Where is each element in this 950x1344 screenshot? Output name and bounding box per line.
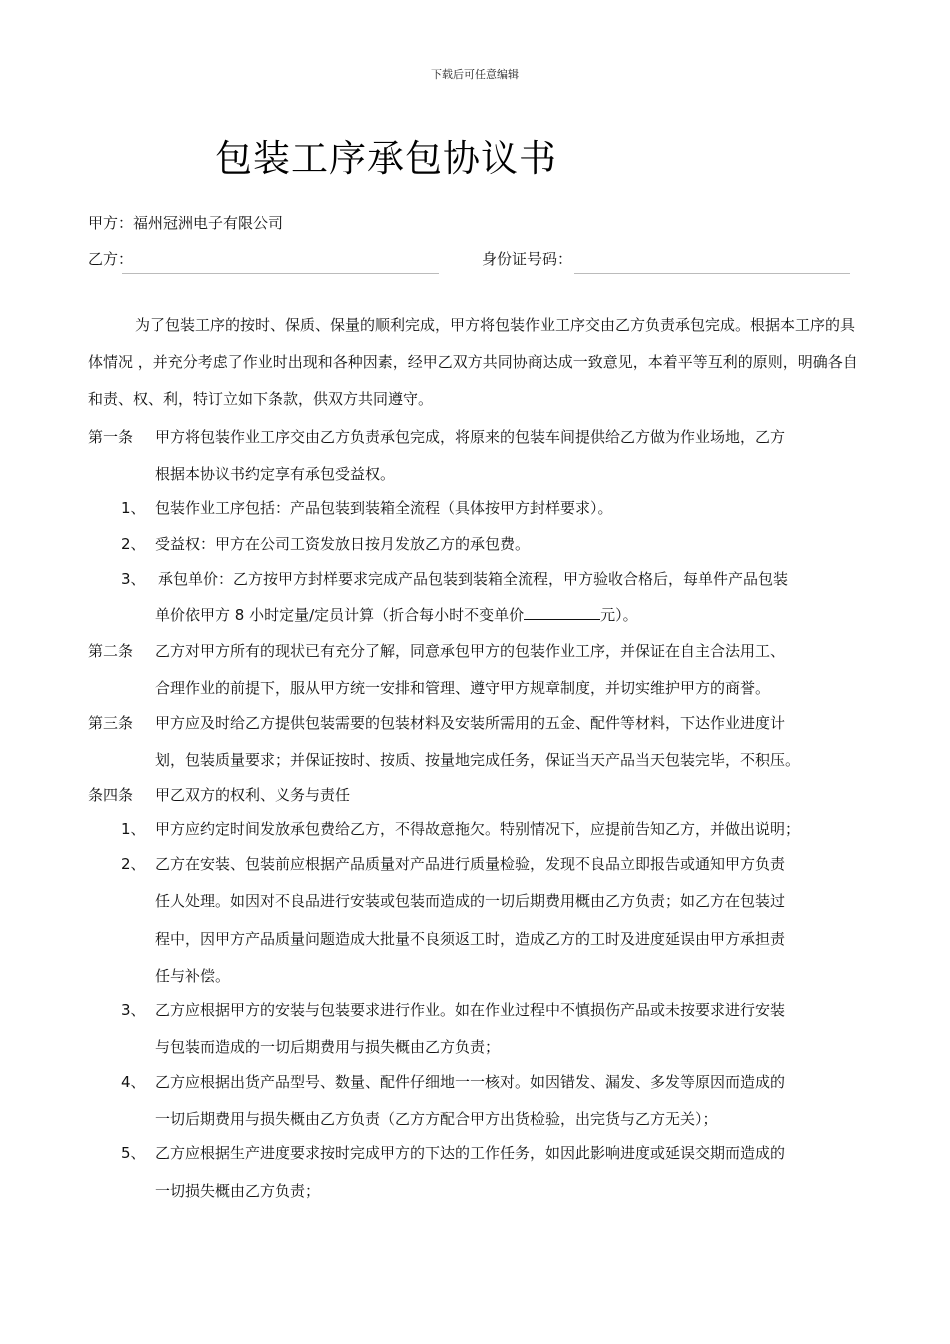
item-text: 与包装而造成的一切后期费用与损失概由乙方负责； bbox=[155, 1038, 501, 1056]
article-1-text: 根据本协议书约定享有承包受益权。 bbox=[155, 465, 396, 483]
unit-price-suffix: 元）。 bbox=[600, 606, 638, 624]
item-text: 程中，因甲方产品质量问题造成大批量不良须返工时，造成乙方的工时及进度延误由甲方承担责 bbox=[155, 930, 786, 948]
item-text: 乙方应根据甲方的安装与包装要求进行作业。如在作业过程中不慎损伤产品或未按要求进行安装 bbox=[155, 1001, 786, 1019]
item-number: 1、 bbox=[121, 820, 146, 838]
unit-price-text: 单价依甲方 8 小时定量/定员计算（折合每小时不变单价 bbox=[155, 606, 525, 624]
article-3-label: 第三条 bbox=[88, 714, 134, 732]
item-text: 乙方在安装、包装前应根据产品质量对产品进行质量检验，发现不良品立即报告或通知甲方负责 bbox=[155, 855, 786, 873]
item-text: 甲方应约定时间发放承包费给乙方，不得故意拖欠。特别情况下，应提前告知乙方，并做出说明； bbox=[155, 820, 801, 838]
document-title: 包装工序承包协议书 bbox=[215, 137, 557, 180]
id-number-label: 身份证号码： bbox=[482, 250, 573, 268]
article-2-text: 合理作业的前提下，服从甲方统一安排和管理、遵守甲方规章制度，并切实维护甲方的商誉。 bbox=[155, 679, 771, 697]
item-text: 包装作业工序包括：产品包装到装箱全流程（具体按甲方封样要求）。 bbox=[155, 499, 613, 517]
item-text: 受益权：甲方在公司工资发放日按月发放乙方的承包费。 bbox=[155, 535, 531, 553]
item-text: 乙方应根据出货产品型号、数量、配件仔细地一一核对。如因错发、漏发、多发等原因而造成的 bbox=[155, 1073, 786, 1091]
id-number-blank-line bbox=[574, 273, 850, 274]
item-number: 5、 bbox=[121, 1144, 146, 1162]
item-text: 一切后期费用与损失概由乙方负责（乙方方配合甲方出货检验，出完货与乙方无关）； bbox=[155, 1110, 718, 1128]
article-2-text: 乙方对甲方所有的现状已有充分了解，同意承包甲方的包装作业工序，并保证在自主合法用工、 bbox=[155, 642, 786, 660]
item-text: 任与补偿。 bbox=[155, 967, 231, 985]
header-note: 下载后可任意编辑 bbox=[431, 68, 519, 81]
article-1-label: 第一条 bbox=[88, 428, 134, 446]
item-number: 2、 bbox=[121, 535, 146, 553]
article-3-text: 甲方应及时给乙方提供包装需要的包装材料及安装所需用的五金、配件等材料，下达作业进度计 bbox=[155, 714, 786, 732]
article-4-text: 甲乙双方的权利、义务与责任 bbox=[155, 786, 351, 804]
party-a: 甲方：福州冠洲电子有限公司 bbox=[88, 214, 284, 232]
item-number: 2、 bbox=[121, 855, 146, 873]
party-b-label: 乙方： bbox=[88, 250, 134, 268]
unit-price-blank bbox=[524, 605, 600, 620]
article-2-label: 第二条 bbox=[88, 642, 134, 660]
party-b-blank-line bbox=[122, 273, 439, 274]
item-number: 1、 bbox=[121, 499, 146, 517]
article-1-text: 甲方将包装作业工序交由乙方负责承包完成，将原来的包装车间提供给乙方做为作业场地，乙方 bbox=[155, 428, 786, 446]
intro-paragraph: 为了包装工序的按时、保质、保量的顺利完成，甲方将包装作业工序交由乙方负责承包完成。根据本工序的具体情况 ，并充分考虑了作业时出现和各种因素，经甲乙双方共同协商达成一致意见，本着平等互利的原则，明确各自和责、权、利，特订立如下条款，供双方共同遵守。 bbox=[88, 316, 858, 408]
item-number: 4、 bbox=[121, 1073, 146, 1091]
item-text: 承包单价：乙方按甲方封样要求完成产品包装到装箱全流程，甲方验收合格后，每单件产品包装 bbox=[158, 570, 789, 588]
item-text: 乙方应根据生产进度要求按时完成甲方的下达的工作任务，如因此影响进度或延误交期而造成的 bbox=[155, 1144, 786, 1162]
item-number: 3、 bbox=[121, 1001, 146, 1019]
article-4-label: 条四条 bbox=[88, 786, 134, 804]
item-text bbox=[155, 604, 638, 625]
item-text: 一切损失概由乙方负责； bbox=[155, 1182, 321, 1200]
article-3-text: 划，包装质量要求；并保证按时、按质、按量地完成任务，保证当天产品当天包装完毕，不积压。 bbox=[155, 751, 801, 769]
item-number: 3、 bbox=[121, 570, 146, 588]
item-text: 任人处理。如因对不良品进行安装或包装而造成的一切后期费用概由乙方负责；如乙方在包装过 bbox=[155, 892, 786, 910]
